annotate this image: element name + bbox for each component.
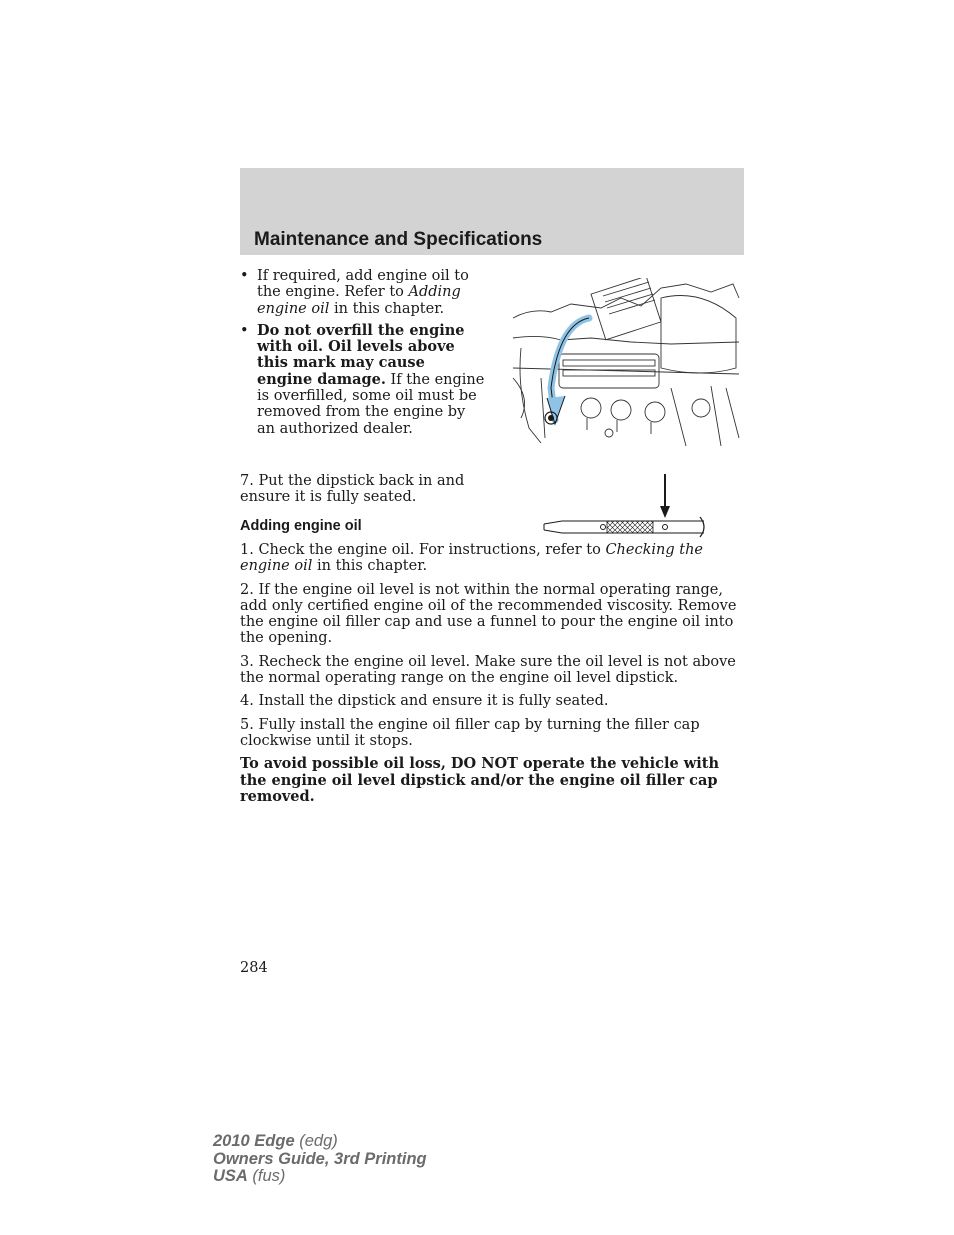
- step-5: 5. Fully install the engine oil filler cap by turning the filler cap clockwise until it stops.: [240, 716, 700, 749]
- section-title: Maintenance and Specifications: [254, 229, 543, 250]
- section-heading: Adding engine oil: [240, 518, 362, 534]
- bullet-symbol: •: [240, 322, 249, 339]
- bullet-text: in this chapter.: [329, 300, 445, 317]
- cross-reference: Checking the engine oil: [240, 542, 703, 575]
- step-2: 2. If the engine oil level is not within the normal operating range, add only certified engine oil of the recommended viscosity. Remove the engine oil filler cap and use a funnel to pour the engine oil into the opening.: [240, 581, 737, 647]
- step-7-text: 7. Put the dipstick back in and ensure it is fully seated.: [240, 473, 465, 506]
- engine-oil-fill-illustration: [511, 278, 740, 448]
- step-1: 1. Check the engine oil. For instructions, refer to Checking the engine oil in this chapter.: [240, 542, 703, 575]
- bullet-text: If the engine is overfilled, some oil must be removed from the engine by an authorized dealer.: [257, 371, 485, 437]
- cross-reference: Adding engine oil: [257, 284, 461, 317]
- step-4: 4. Install the dipstick and ensure it is fully seated.: [240, 693, 609, 710]
- bullet-list: [240, 268, 485, 443]
- footer-imprint: [213, 1133, 427, 1186]
- dipstick-illustration: [540, 470, 710, 542]
- steps-list: [240, 542, 740, 812]
- footer-line-region: USA (fus): [213, 1167, 286, 1185]
- footer-line-model: 2010 Edge (edg): [213, 1132, 338, 1150]
- bullet-text: If required, add engine oil to the engine. Refer to: [257, 268, 469, 301]
- footer-line-guide: Owners Guide, 3rd Printing: [213, 1149, 427, 1168]
- page-number: 284: [240, 960, 268, 976]
- bullet-symbol: •: [240, 268, 249, 284]
- step-3: 3. Recheck the engine oil level. Make sure the oil level is not above the normal operating range on the engine oil level dipstick.: [240, 653, 736, 687]
- section-header-band: [240, 168, 744, 255]
- warning-paragraph: To avoid possible oil loss, DO NOT operate the vehicle with the engine oil level dipstick and/or the engine oil filler cap removed.: [240, 755, 720, 805]
- bullet-item-add-oil: [240, 268, 485, 317]
- warning-text: Do not overfill the engine with oil. Oil levels above this mark may cause engine damage.: [257, 321, 465, 388]
- bullet-item-overfill-warning: [240, 323, 485, 437]
